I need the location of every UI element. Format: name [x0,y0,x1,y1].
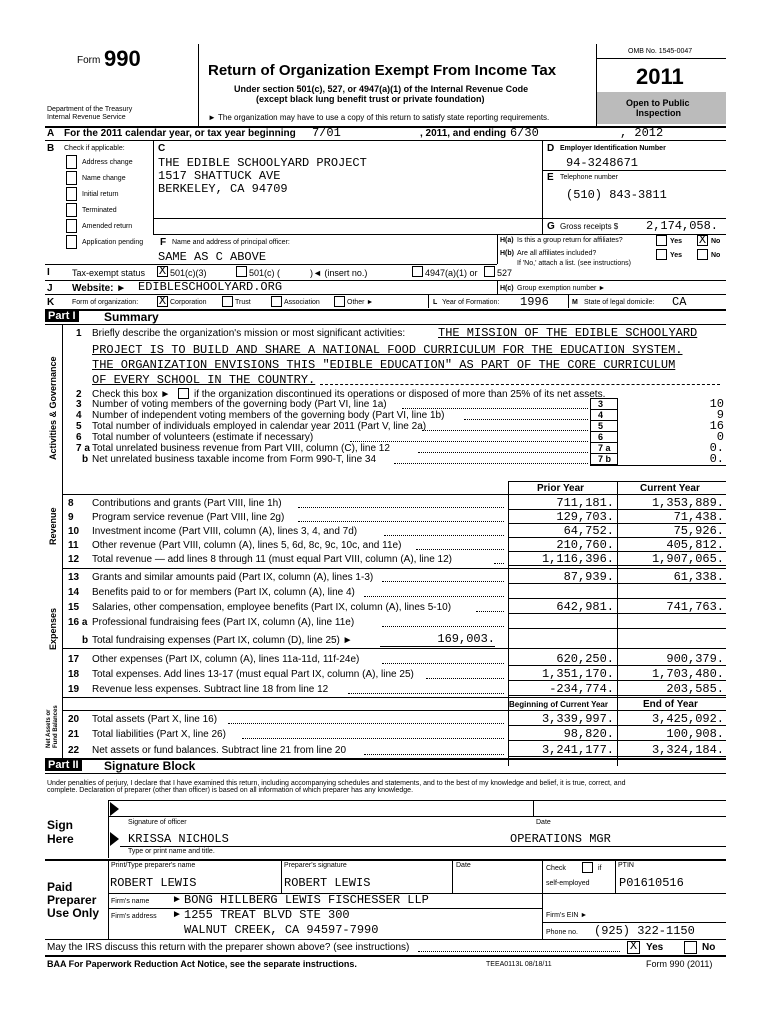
summary-line-text: Investment income (Part VIII, column (A), lines 3, 4, and 7d) [92,526,358,537]
mission-line-1[interactable]: THE MISSION OF THE EDIBLE SCHOOLYARD [438,326,698,340]
ein-value[interactable]: 94-3248671 [566,156,639,170]
501c-checkbox[interactable] [236,266,247,277]
firm-address-2[interactable]: WALNUT CREEK, CA 94597-7990 [184,923,379,937]
summary-line-num: 17 [68,654,80,665]
dot-leader [494,563,504,564]
dot-leader [394,463,588,464]
dot-leader [298,507,504,508]
row-rule [508,695,726,696]
dot-leader [426,678,504,679]
summary-line-num: 10 [68,526,80,537]
current-year-value[interactable]: 75,926. [673,524,724,538]
summary-line-num: 21 [68,729,80,740]
state-domicile-label: State of legal domicile: [584,299,655,306]
omb-number: OMB No. 1545-0047 [628,48,693,55]
terminated-checkbox[interactable] [66,203,77,217]
row-g-label: G [547,221,555,232]
summary-line-text: Net assets or fund balances. Subtract line 21 from line 20 [92,745,347,756]
initial-return-checkbox[interactable] [66,187,77,201]
row-k-label: K [47,297,55,308]
hb-text: Are all affiliates included? [517,250,597,257]
firm-address-1[interactable]: 1255 TREAT BLVD STE 300 [184,908,350,922]
summary-line-num: 13 [68,572,80,583]
self-employed-checkbox[interactable] [582,862,593,873]
association-label: Association [284,299,320,306]
4947-label: 4947(a)(1) or [425,268,478,278]
summary-line-num: 11 [68,540,79,551]
address-change-label: Address change [82,159,133,166]
org-city[interactable]: BERKELEY, CA 94709 [158,182,288,196]
part-1-title: Summary [104,310,159,324]
gov-line-box-num: 4 [598,410,604,420]
irs-label: Internal Revenue Service [47,114,126,121]
net-assets-sidebar: Net Assets or Fund Balances [46,705,59,748]
line-2-text-2: if the organization discontinued its operations or disposed of more than 25% of its net assets. [194,389,606,400]
website-label: Website: ► [72,283,127,294]
summary-line-num: 15 [68,602,80,613]
summary-line-text: Grants and similar amounts paid (Part IX, column (A), lines 1-3) [92,572,374,583]
summary-line-text: Total revenue — add lines 8 through 11 (must equal Part VIII, column (A), line 12) [92,554,452,565]
mission-line-3[interactable]: THE ORGANIZATION ENVISIONS THIS "EDIBLE EDUCATION" AS PART OF THE CORE CURRICULUM [92,358,676,372]
telephone-label: Telephone number [560,174,618,181]
row-d-label: D [547,143,555,154]
hc-label: H(c) [500,285,514,292]
form-subtitle-1: Under section 501(c), 527, or 4947(a)(1) of the Internal Revenue Code [234,84,529,94]
row-rule [508,583,726,584]
form-of-org-label: Form of organization: [72,299,139,306]
firm-ein-label: Firm's EIN ► [546,912,588,919]
application-pending-checkbox[interactable] [66,235,77,249]
hc-text: Group exemption number ► [517,285,606,292]
corporation-checkbox[interactable]: X [158,294,167,308]
revenue-sidebar: Revenue [48,507,58,545]
prior-year-value[interactable]: 129,703. [556,510,614,524]
hb-yes-checkbox[interactable] [656,249,667,260]
current-year-value[interactable]: 61,338. [673,570,724,584]
mission-line-4[interactable]: OF EVERY SCHOOL IN THE COUNTRY. [92,373,316,387]
row-i-label: I [47,267,50,278]
prior-year-value[interactable]: 620,250. [556,652,614,666]
prior-year-value[interactable]: 210,760. [556,538,614,552]
gov-line-text: Net unrelated business taxable income from Form 990-T, line 34 [92,454,377,465]
dot-leader [464,419,588,420]
prior-year-value[interactable]: 3,339,997. [541,712,614,726]
telephone-value[interactable]: (510) 843-3811 [566,188,667,202]
line-16b-text: Total fundraising expenses (Part IX, column (D), line 25) ► [92,635,353,646]
part-2-label: Part II [45,759,82,771]
summary-line-text: Other expenses (Part IX, column (A), lines 11a-11d, 11f-24e) [92,654,360,665]
dot-leader [382,581,504,582]
gov-line-value[interactable]: 9 [716,408,724,422]
prior-year-value[interactable]: 87,939. [563,570,614,584]
year-formation-value[interactable]: 1996 [520,295,549,309]
tax-year-begin[interactable]: 7/01 [312,126,341,140]
current-year-value[interactable]: 1,907,065. [651,552,724,566]
summary-line-num: 8 [68,498,74,509]
type-name-title-label: Type or print name and title. [128,848,215,855]
hb-note: If 'No,' attach a list. (see instructions) [517,260,631,267]
check-label: Check [546,865,566,872]
gov-line-num: 5 [76,421,82,432]
current-year-value[interactable]: 3,425,092. [651,712,724,726]
website-value[interactable]: EDIBLESCHOOLYARD.ORG [138,280,283,294]
gov-line-num: 3 [76,399,82,410]
discuss-yes-checkbox[interactable]: X [627,941,640,954]
summary-line-num: 19 [68,684,80,695]
other-label: Other ► [347,299,374,306]
prior-year-header: Prior Year [537,483,585,494]
gov-line-text: Number of voting members of the governing body (Part VI, line 1a) [92,399,387,410]
line-2-num: 2 [76,389,82,400]
amended-return-checkbox[interactable] [66,219,77,233]
summary-line-text: Benefits paid to or for members (Part IX, column (A), line 4) [92,587,355,598]
dot-leader [422,430,588,431]
self-employed-label: self-employed [546,880,590,887]
row-rule [508,565,726,566]
state-reporting-notice: ► The organization may have to use a copy of this return to satisfy state reporting requirements. [208,113,550,122]
current-year-value[interactable]: 203,585. [666,682,724,696]
trust-checkbox[interactable] [222,296,233,307]
penalty-text-2: complete. Declaration of preparer (other than officer) is based on all information of which preparer has any knowledge. [47,787,414,794]
row-rule [508,740,726,741]
hb-no-checkbox[interactable] [697,249,708,260]
discuss-no-checkbox[interactable] [684,941,697,954]
row-rule [508,680,726,681]
ha-no-label: No [711,238,721,245]
summary-line-num: 22 [68,745,80,756]
current-year-value[interactable]: 71,438. [673,510,724,524]
gov-line-num: 6 [76,432,82,443]
gross-receipts-label: Gross receipts $ [560,222,619,231]
gov-line-box-num: 5 [598,421,604,431]
current-year-value[interactable]: 1,703,480. [651,667,724,681]
dot-leader [364,596,504,597]
discontinued-checkbox[interactable] [178,388,189,399]
discuss-yes-label: Yes [646,942,664,953]
inspection: Inspection [636,108,682,118]
officer-name[interactable]: KRISSA NICHOLS [128,832,229,846]
preparer-name[interactable]: ROBERT LEWIS [110,876,197,890]
row-rule [508,665,726,666]
summary-line-num: 20 [68,714,80,725]
dot-leader [382,663,504,664]
current-year-value[interactable]: 3,324,184. [651,743,724,757]
line-16b-value[interactable]: 169,003. [437,632,495,646]
footer-form-label: Form 990 (2011) [646,959,713,969]
gov-line-box-num: 7 b [598,454,612,464]
line-1-num: 1 [76,328,82,339]
firm-address-label: Firm's address [111,913,157,920]
hb-label: H(b) [500,250,514,257]
gov-bottom-rule [590,465,726,466]
sign-arrow-icon [110,802,119,816]
preparer-date-label: Date [456,862,471,869]
current-year-value[interactable]: 900,379. [666,652,724,666]
summary-line-text: Program service revenue (Part VIII, line 2g) [92,512,285,523]
summary-line-num: 12 [68,554,80,565]
dot-leader [382,626,504,627]
gov-line-value[interactable]: 10 [709,397,724,411]
prior-year-value[interactable]: 3,241,177. [541,743,614,757]
gov-line-value[interactable]: 0. [709,452,724,466]
527-checkbox[interactable] [484,266,495,277]
row-j-label: J [47,283,53,294]
row-rule [508,725,726,726]
dot-leader [348,693,504,694]
penalty-text-1: Under penalties of perjury, I declare that I have examined this return, including accompanying schedules and statements, and to the best of my knowledge and belief, it is true, correct, and [47,780,626,787]
use-only-label: Use Only [47,906,100,920]
ein-label: Employer Identification Number [560,145,666,152]
form-number: 990 [104,46,141,71]
row-b-label: B [47,143,55,154]
summary-line-text: Total assets (Part X, line 16) [92,714,218,725]
ha-yes-checkbox[interactable] [656,235,667,246]
hb-no-label: No [711,252,721,259]
ha-yes-label: Yes [670,238,683,245]
terminated-label: Terminated [82,207,117,214]
name-change-checkbox[interactable] [66,171,77,185]
end-year-header: End of Year [643,699,698,710]
preparer-label: Preparer [47,893,97,907]
if-label: if [598,865,602,872]
ha-no-checkbox[interactable]: X [698,233,707,247]
row-rule [508,598,726,599]
summary-line-num: 18 [68,669,80,680]
paid-label: Paid [47,880,73,894]
summary-line-text: Total liabilities (Part X, line 26) [92,729,226,740]
summary-line-text: Professional fundraising fees (Part IX, column (A), line 11e) [92,617,355,628]
prior-year-value[interactable]: 642,981. [556,600,614,614]
application-pending-label: Application pending [82,239,144,246]
beginning-year-header: Beginning of Current Year [509,700,608,709]
firm-name-arrow-icon: ► [172,894,182,905]
ptin-value[interactable]: P01610516 [619,876,684,890]
gov-line-value[interactable]: 16 [709,419,724,433]
gov-line-text: Total number of individuals employed in calendar year 2011 (Part V, line 2a) [92,421,427,432]
year-formation-label: Year of Formation: [442,299,500,306]
part-1-label: Part I [45,310,79,322]
summary-line-text: Revenue less expenses. Subtract line 18 from line 12 [92,684,329,695]
principal-officer-label: Name and address of principal officer: [172,239,290,246]
row-e-label: E [547,172,554,183]
check-if-applicable: Check if applicable: [64,145,125,152]
open-to-public: Open to Public [626,98,690,108]
phone-label: Phone no. [546,929,578,936]
preparer-signature-label: Preparer's signature [284,862,347,869]
dot-leader [350,441,588,442]
gov-line-box-num: 7 a [598,443,611,453]
gross-receipts-value[interactable]: 2,174,058. [646,219,719,233]
summary-line-num: 14 [68,587,80,598]
state-domicile-value[interactable]: CA [672,295,687,309]
other-checkbox[interactable] [334,296,345,307]
ptin-label: PTIN [618,862,634,869]
firm-phone[interactable]: (925) 322-1150 [594,924,695,938]
form-subtitle-2: (except black lung benefit trust or private foundation) [256,94,485,104]
mission-line-2[interactable]: PROJECT IS TO BUILD AND SHARE A NATIONAL FOOD CURRICULUM FOR THE EDUCATION SYSTEM. [92,343,683,357]
tax-exempt-status-label: Tax-exempt status [72,268,146,278]
row-a-label: A [47,128,55,139]
amended-return-label: Amended return [82,223,133,230]
501c-insert-label: )◄ (insert no.) [310,268,368,278]
527-label: 527 [497,268,513,278]
trust-label: Trust [235,299,251,306]
preparer-name-label: Print/Type preparer's name [111,862,196,869]
501c3-label: 501(c)(3) [170,268,207,278]
ha-text: Is this a group return for affiliates? [517,237,623,244]
row-f-label: F [160,237,167,248]
preparer-signature[interactable]: ROBERT LEWIS [284,876,371,890]
dot-leader [242,738,504,739]
dot-leader [298,521,504,522]
tax-year: 2011 [636,64,684,89]
hb-yes-label: Yes [670,252,683,259]
line-16b-num: b [82,635,89,646]
dot-leader [402,408,588,409]
officer-title[interactable]: OPERATIONS MGR [510,832,611,846]
activities-governance-sidebar: Activities & Governance [48,356,58,460]
signature-officer-label: Signature of officer [128,819,187,826]
corporation-label: Corporation [170,299,207,306]
row-rule [508,613,726,614]
initial-return-label: Initial return [82,191,119,198]
dot-leader [364,754,504,755]
discuss-no-label: No [702,942,716,953]
gov-line-num: b [82,454,89,465]
signature-date-label: Date [536,819,551,826]
gov-line-value[interactable]: 0. [709,441,724,455]
gov-line-box-num: 6 [598,432,604,442]
name-change-label: Name change [82,175,126,182]
prior-year-value[interactable]: 98,820. [563,727,614,741]
tax-year-mid: , 2011, and ending [420,128,507,139]
prior-year-value[interactable]: -234,774. [549,682,614,696]
ha-label: H(a) [500,237,514,244]
summary-line-num: 9 [68,512,74,523]
501c-label: 501(c) ( [249,268,281,278]
firm-name-label: Firm's name [111,898,150,905]
here-label: Here [47,832,74,846]
tax-year-text: For the 2011 calendar year, or tax year beginning [64,128,296,139]
address-change-checkbox[interactable] [66,155,77,169]
form-code: TEEA0113L 08/18/11 [486,961,552,968]
tax-year-end-year[interactable]: , 2012 [620,126,664,140]
firm-name[interactable]: BONG HILLBERG LEWIS FISCHESSER LLP [184,893,429,907]
current-year-value[interactable]: 100,908. [666,727,724,741]
current-year-value[interactable]: 405,812. [666,538,724,552]
row-m-label: M [572,299,578,306]
sign-label: Sign [47,818,73,832]
association-checkbox[interactable] [271,296,282,307]
dot-leader [418,452,588,453]
tax-year-end[interactable]: 6/30 [510,126,539,140]
501c3-checkbox[interactable]: X [158,264,167,278]
gov-line-num: 4 [76,410,82,421]
org-address[interactable]: 1517 SHATTUCK AVE [158,169,281,183]
current-year-value[interactable]: 1,353,889. [651,496,724,510]
current-year-header: Current Year [640,483,700,494]
gov-line-text: Total unrelated business revenue from Part VIII, column (C), line 12 [92,443,390,454]
summary-line-num: 16 a [68,617,88,628]
form-word: Form [77,55,101,66]
current-year-value[interactable]: 741,763. [666,600,724,614]
gov-line-box-num: 3 [598,399,604,409]
row-rule [508,628,726,629]
prior-year-value[interactable]: 1,351,170. [541,667,614,681]
gov-line-text: Number of independent voting members of the governing body (Part VI, line 1b) [92,410,445,421]
discuss-question: May the IRS discuss this return with the preparer shown above? (see instructions) [47,942,410,953]
line-1-text: Briefly describe the organization's mission or most significant activities: [92,328,406,339]
prior-year-value[interactable]: 64,752. [563,524,614,538]
gov-line-value[interactable]: 0 [716,430,724,444]
4947-checkbox[interactable] [412,266,423,277]
part-2-title: Signature Block [104,759,196,773]
dot-leader [476,611,504,612]
org-name[interactable]: THE EDIBLE SCHOOLYARD PROJECT [158,156,367,170]
summary-line-text: Contributions and grants (Part VIII, line 1h) [92,498,282,509]
firm-address-arrow-icon: ► [172,909,182,920]
prior-year-value[interactable]: 1,116,396. [541,552,614,566]
gov-line-num: 7 a [76,443,90,454]
line-2-text: Check this box ► [92,389,171,400]
gov-line-text: Total number of volunteers (estimate if necessary) [92,432,314,443]
summary-line-text: Salaries, other compensation, employee benefits (Part IX, column (A), lines 5-10) [92,602,452,613]
baa-notice: BAA For Paperwork Reduction Act Notice, see the separate instructions. [47,959,357,969]
summary-line-text: Total expenses. Add lines 13-17 (must equal Part IX, column (A), line 25) [92,669,414,680]
principal-officer-value[interactable]: SAME AS C ABOVE [158,250,267,264]
dot-leader [384,535,504,536]
dot-leader [228,723,504,724]
dot-leader [416,549,504,550]
form-title: Return of Organization Exempt From Income Tax [208,62,557,79]
prior-year-value[interactable]: 711,181. [556,496,614,510]
dept-treasury: Department of the Treasury [47,106,133,113]
expenses-sidebar: Expenses [48,607,58,650]
row-l-label: L [433,299,438,306]
name-arrow-icon [110,832,119,846]
row-c-label: C [158,143,166,154]
summary-line-text: Other revenue (Part VIII, column (A), lines 5, 6d, 8c, 9c, 10c, and 11e) [92,540,402,551]
row-rule [508,756,726,757]
